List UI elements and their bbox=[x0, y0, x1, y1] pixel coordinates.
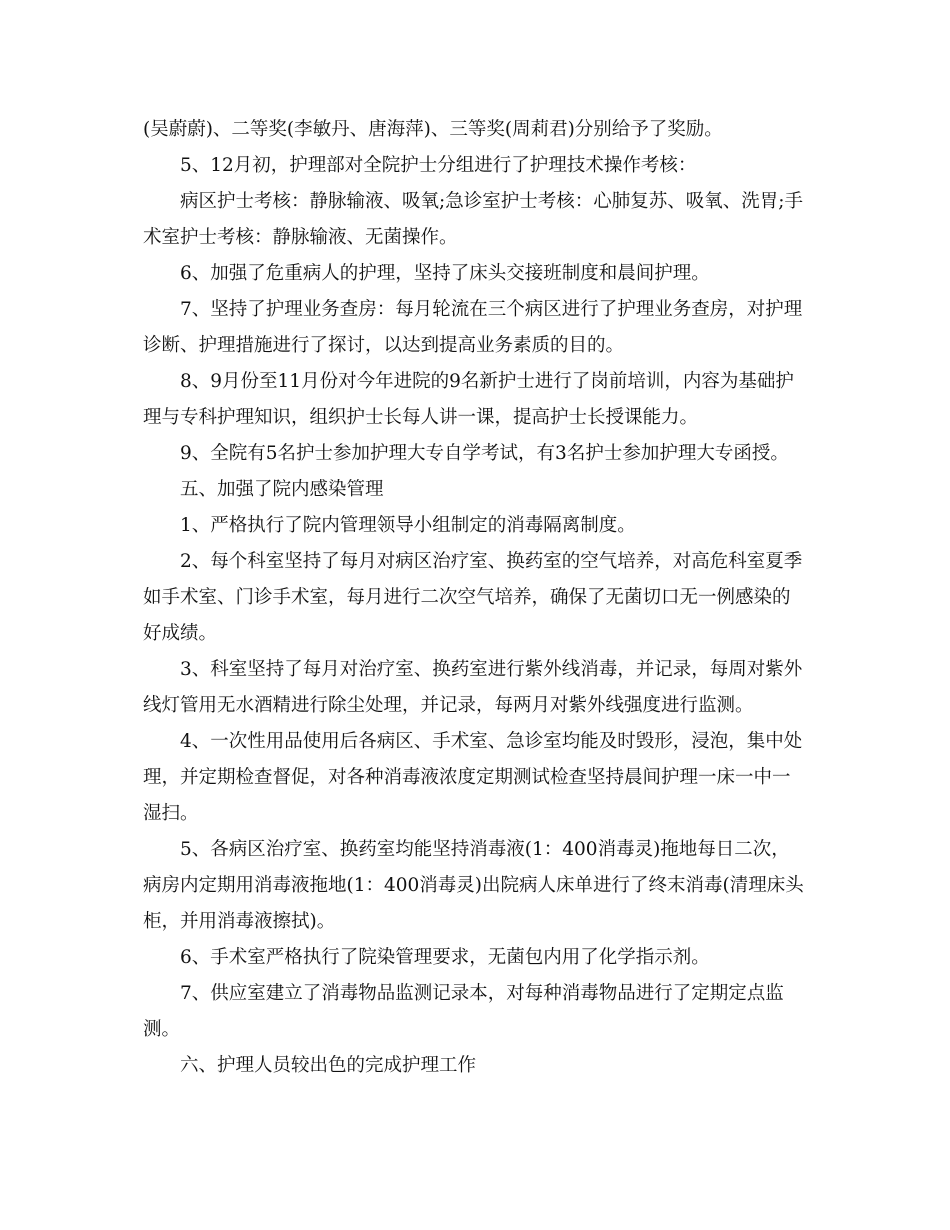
paragraph-infection-item-6: 6、手术室严格执行了院染管理要求，无菌包内用了化学指示剂。 bbox=[180, 947, 710, 968]
document-body bbox=[143, 112, 807, 1084]
paragraph-infection-item-5: 5、各病区治疗室、换药室均能坚持消毒液(1：400消毒灵)拖地每日二次，病房内定期用消毒液拖地(1：400消毒灵)出院病人床单进行了终末消毒(清理床头柜，并用消毒液擦拭)。 bbox=[143, 839, 804, 932]
paragraph-infection-item-3: 3、科室坚持了每月对治疗室、换药室进行紫外线消毒，并记录，每周对紫外线灯管用无水酒精进行除尘处理，并记录，每两月对紫外线强度进行监测。 bbox=[143, 659, 803, 716]
section-heading-nursing-work: 六、护理人员较出色的完成护理工作 bbox=[180, 1055, 477, 1076]
paragraph-item-5-skill-assessment: 5、12月初，护理部对全院护士分组进行了护理技术操作考核： bbox=[180, 155, 697, 176]
paragraph-infection-item-7: 7、供应室建立了消毒物品监测记录本，对每种消毒物品进行了定期定点监测。 bbox=[143, 983, 784, 1040]
paragraph-awards-continuation: (吴蔚蔚)、二等奖(李敏丹、唐海萍)、三等奖(周莉君)分别给予了奖励。 bbox=[143, 119, 723, 140]
paragraph-item-9-education: 9、全院有5名护士参加护理大专自学考试，有3名护士参加护理大专函授。 bbox=[180, 443, 789, 464]
paragraph-infection-item-2: 2、每个科室坚持了每月对病区治疗室、换药室的空气培养，对高危科室夏季如手术室、门诊手术室，每月进行二次空气培养，确保了无菌切口无一例感染的好成绩。 bbox=[143, 551, 803, 644]
paragraph-assessment-details: 病区护士考核：静脉输液、吸氧;急诊室护士考核：心肺复苏、吸氧、洗胃;手术室护士考核：静脉输液、无菌操作。 bbox=[143, 191, 803, 248]
section-heading-infection-control: 五、加强了院内感染管理 bbox=[180, 479, 384, 500]
paragraph-item-7-ward-rounds: 7、坚持了护理业务查房：每月轮流在三个病区进行了护理业务查房，对护理诊断、护理措施进行了探讨，以达到提高业务素质的目的。 bbox=[143, 299, 803, 356]
paragraph-infection-item-1: 1、严格执行了院内管理领导小组制定的消毒隔离制度。 bbox=[180, 515, 636, 536]
paragraph-infection-item-4: 4、一次性用品使用后各病区、手术室、急诊室均能及时毁形，浸泡，集中处理，并定期检查督促，对各种消毒液浓度定期测试检查坚持晨间护理一床一中一湿扫。 bbox=[143, 731, 803, 824]
paragraph-item-8-new-nurse-training: 8、9月份至11月份对今年进院的9名新护士进行了岗前培训，内容为基础护理与专科护理知识，组织护士长每人讲一课，提高护士长授课能力。 bbox=[143, 371, 794, 428]
paragraph-item-6-critical-care: 6、加强了危重病人的护理，坚持了床头交接班制度和晨间护理。 bbox=[180, 263, 710, 284]
